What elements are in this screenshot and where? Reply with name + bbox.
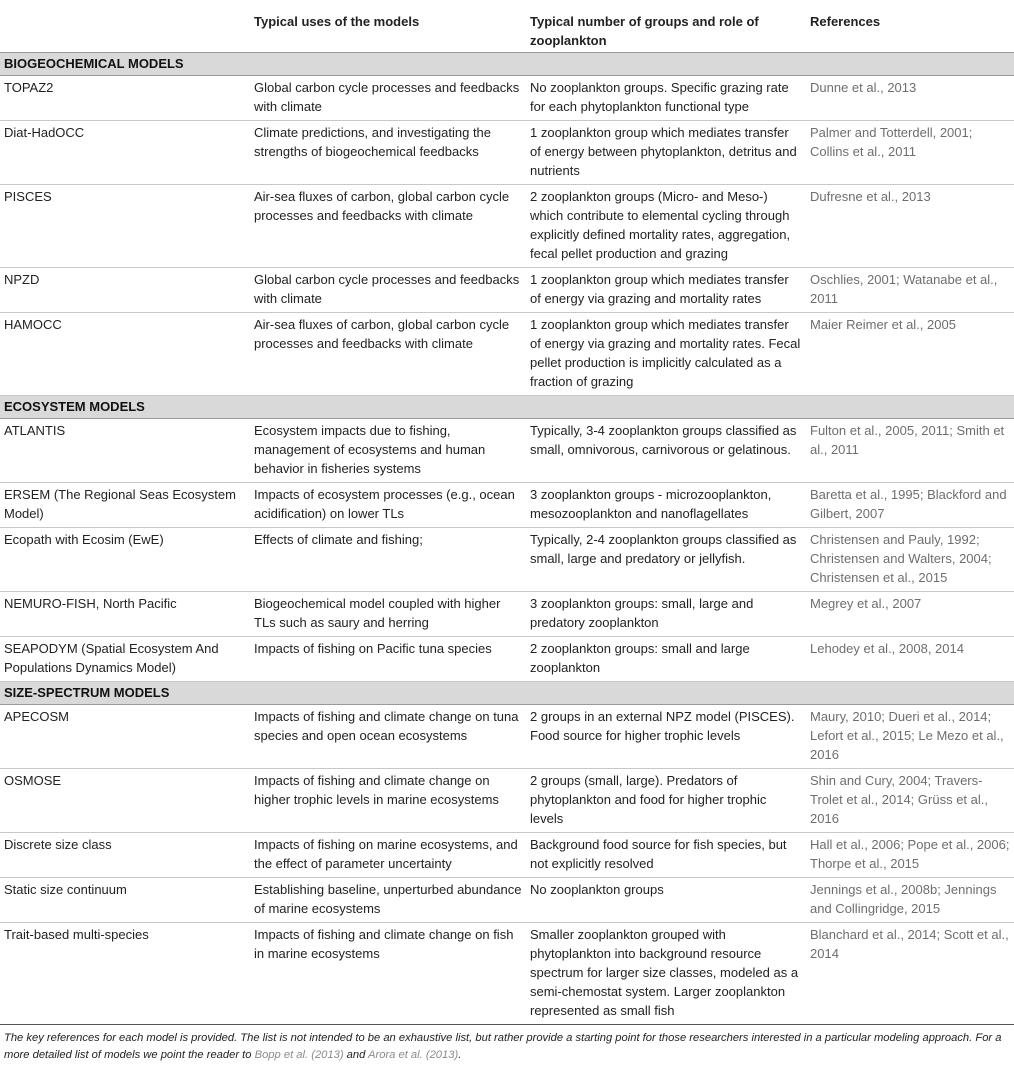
cell-references: Dunne et al., 2013 [806, 75, 1014, 120]
cell-uses: Global carbon cycle processes and feedbacks with climate [250, 267, 526, 312]
section-title: SIZE-SPECTRUM MODELS [0, 681, 1014, 704]
header-model [0, 0, 250, 52]
cell-model: Ecopath with Ecosim (EwE) [0, 527, 250, 591]
cell-references: Hall et al., 2006; Pope et al., 2006; Thorpe et al., 2015 [806, 832, 1014, 877]
section-title: BIOGEOCHEMICAL MODELS [0, 52, 1014, 75]
cell-uses: Impacts of fishing and climate change on fish in marine ecosystems [250, 922, 526, 1024]
cell-groups: Background food source for fish species, but not explicitly resolved [526, 832, 806, 877]
cell-uses: Impacts of fishing and climate change on tuna species and open ocean ecosystems [250, 704, 526, 768]
table-row [0, 877, 1014, 922]
footnote-link-arora[interactable]: Arora et al. (2013) [368, 1048, 459, 1061]
cell-model: Diat-HadOCC [0, 120, 250, 184]
section-title: ECOSYSTEM MODELS [0, 395, 1014, 418]
cell-references: Baretta et al., 1995; Blackford and Gilbert, 2007 [806, 482, 1014, 527]
cell-model: SEAPODYM (Spatial Ecosystem And Populations Dynamics Model) [0, 636, 250, 681]
cell-references: Megrey et al., 2007 [806, 591, 1014, 636]
table-row [0, 832, 1014, 877]
cell-references: Palmer and Totterdell, 2001; Collins et al., 2011 [806, 120, 1014, 184]
cell-model: NPZD [0, 267, 250, 312]
cell-groups: 2 zooplankton groups: small and large zooplankton [526, 636, 806, 681]
header-groups: Typical number of groups and role of zooplankton [530, 14, 759, 48]
cell-references: Fulton et al., 2005, 2011; Smith et al., 2011 [806, 418, 1014, 482]
cell-references: Christensen and Pauly, 1992; Christensen and Walters, 2004; Christensen et al., 2015 [806, 527, 1014, 591]
cell-references: Maier Reimer et al., 2005 [806, 312, 1014, 395]
cell-references: Maury, 2010; Dueri et al., 2014; Lefort et al., 2015; Le Mezo et al., 2016 [806, 704, 1014, 768]
section-row [0, 681, 1014, 704]
cell-uses: Ecosystem impacts due to fishing, management of ecosystems and human behavior in fisheries systems [250, 418, 526, 482]
cell-groups: 1 zooplankton group which mediates transfer of energy via grazing and mortality rates [526, 267, 806, 312]
cell-uses: Establishing baseline, unperturbed abundance of marine ecosystems [250, 877, 526, 922]
table-row [0, 312, 1014, 395]
footnote-text-end: . [458, 1048, 462, 1061]
cell-model: ATLANTIS [0, 418, 250, 482]
cell-uses: Impacts of fishing and climate change on higher trophic levels in marine ecosystems [250, 768, 526, 832]
table-footnote [0, 1025, 1014, 1064]
cell-references: Dufresne et al., 2013 [806, 184, 1014, 267]
table-row [0, 922, 1014, 1024]
table-row [0, 636, 1014, 681]
section-row [0, 52, 1014, 75]
table-header-row [0, 0, 1014, 52]
cell-groups: 1 zooplankton group which mediates transfer of energy via grazing and mortality rates. Fecal pellet production is implicitly calculated as a fraction of grazing [526, 312, 806, 395]
cell-model: NEMURO-FISH, North Pacific [0, 591, 250, 636]
cell-groups: 1 zooplankton group which mediates transfer of energy between phytoplankton, detritus and nutrients [526, 120, 806, 184]
table-row [0, 120, 1014, 184]
table-body [0, 52, 1014, 1024]
footnote-link-bopp[interactable]: Bopp et al. (2013) [254, 1048, 344, 1061]
cell-model: HAMOCC [0, 312, 250, 395]
cell-groups: Typically, 2-4 zooplankton groups classified as small, large and predatory or jellyfish. [526, 527, 806, 591]
table-row [0, 704, 1014, 768]
cell-groups: 3 zooplankton groups: small, large and predatory zooplankton [526, 591, 806, 636]
table-row [0, 768, 1014, 832]
cell-model: Discrete size class [0, 832, 250, 877]
section-row [0, 395, 1014, 418]
cell-uses: Impacts of fishing on marine ecosystems, and the effect of parameter uncertainty [250, 832, 526, 877]
cell-references: Lehodey et al., 2008, 2014 [806, 636, 1014, 681]
cell-groups: 2 groups (small, large). Predators of phytoplankton and food for higher trophic levels [526, 768, 806, 832]
cell-groups: 3 zooplankton groups - microzooplankton, mesozooplankton and nanoflagellates [526, 482, 806, 527]
cell-uses: Impacts of ecosystem processes (e.g., ocean acidification) on lower TLs [250, 482, 526, 527]
cell-model: PISCES [0, 184, 250, 267]
cell-groups: Typically, 3-4 zooplankton groups classified as small, omnivorous, carnivorous or gelatinous. [526, 418, 806, 482]
cell-references: Shin and Cury, 2004; Travers-Trolet et al., 2014; Grüss et al., 2016 [806, 768, 1014, 832]
table-row [0, 184, 1014, 267]
cell-groups: Smaller zooplankton grouped with phytoplankton into background resource spectrum for larger size classes, modeled as a semi-chemostat system. Larger zooplankton represented as small fish [526, 922, 806, 1024]
cell-model: ERSEM (The Regional Seas Ecosystem Model) [0, 482, 250, 527]
cell-uses: Effects of climate and fishing; [250, 527, 526, 591]
cell-model: APECOSM [0, 704, 250, 768]
table-row [0, 591, 1014, 636]
cell-groups: No zooplankton groups [526, 877, 806, 922]
cell-references: Blanchard et al., 2014; Scott et al., 2014 [806, 922, 1014, 1024]
cell-uses: Climate predictions, and investigating the strengths of biogeochemical feedbacks [250, 120, 526, 184]
cell-model: Static size continuum [0, 877, 250, 922]
cell-uses: Biogeochemical model coupled with higher TLs such as saury and herring [250, 591, 526, 636]
header-uses: Typical uses of the models [254, 14, 420, 29]
cell-model: OSMOSE [0, 768, 250, 832]
cell-model: Trait-based multi-species [0, 922, 250, 1024]
table-row [0, 75, 1014, 120]
table-row [0, 267, 1014, 312]
cell-references: Oschlies, 2001; Watanabe et al., 2011 [806, 267, 1014, 312]
table-row [0, 527, 1014, 591]
cell-references: Jennings et al., 2008b; Jennings and Collingridge, 2015 [806, 877, 1014, 922]
table-row [0, 418, 1014, 482]
cell-uses: Impacts of fishing on Pacific tuna species [250, 636, 526, 681]
cell-groups: 2 groups in an external NPZ model (PISCES). Food source for higher trophic levels [526, 704, 806, 768]
header-references: References [810, 14, 881, 29]
cell-model: TOPAZ2 [0, 75, 250, 120]
cell-groups: 2 zooplankton groups (Micro- and Meso-) which contribute to elemental cycling through explicitly defined mortality rates, aggregation, fecal pellet production and grazing [526, 184, 806, 267]
cell-uses: Air-sea fluxes of carbon, global carbon cycle processes and feedbacks with climate [250, 184, 526, 267]
cell-uses: Air-sea fluxes of carbon, global carbon cycle processes and feedbacks with climate [250, 312, 526, 395]
table-row [0, 482, 1014, 527]
cell-groups: No zooplankton groups. Specific grazing rate for each phytoplankton functional type [526, 75, 806, 120]
cell-uses: Global carbon cycle processes and feedbacks with climate [250, 75, 526, 120]
footnote-text: The key references for each model is provided. The list is not intended to be an exhaustive list, but rather provide a starting point for those researchers interested in a particular modeling approach. For a more detailed list of models we point the reader to [4, 1031, 1002, 1061]
footnote-text-and: and [343, 1048, 369, 1061]
